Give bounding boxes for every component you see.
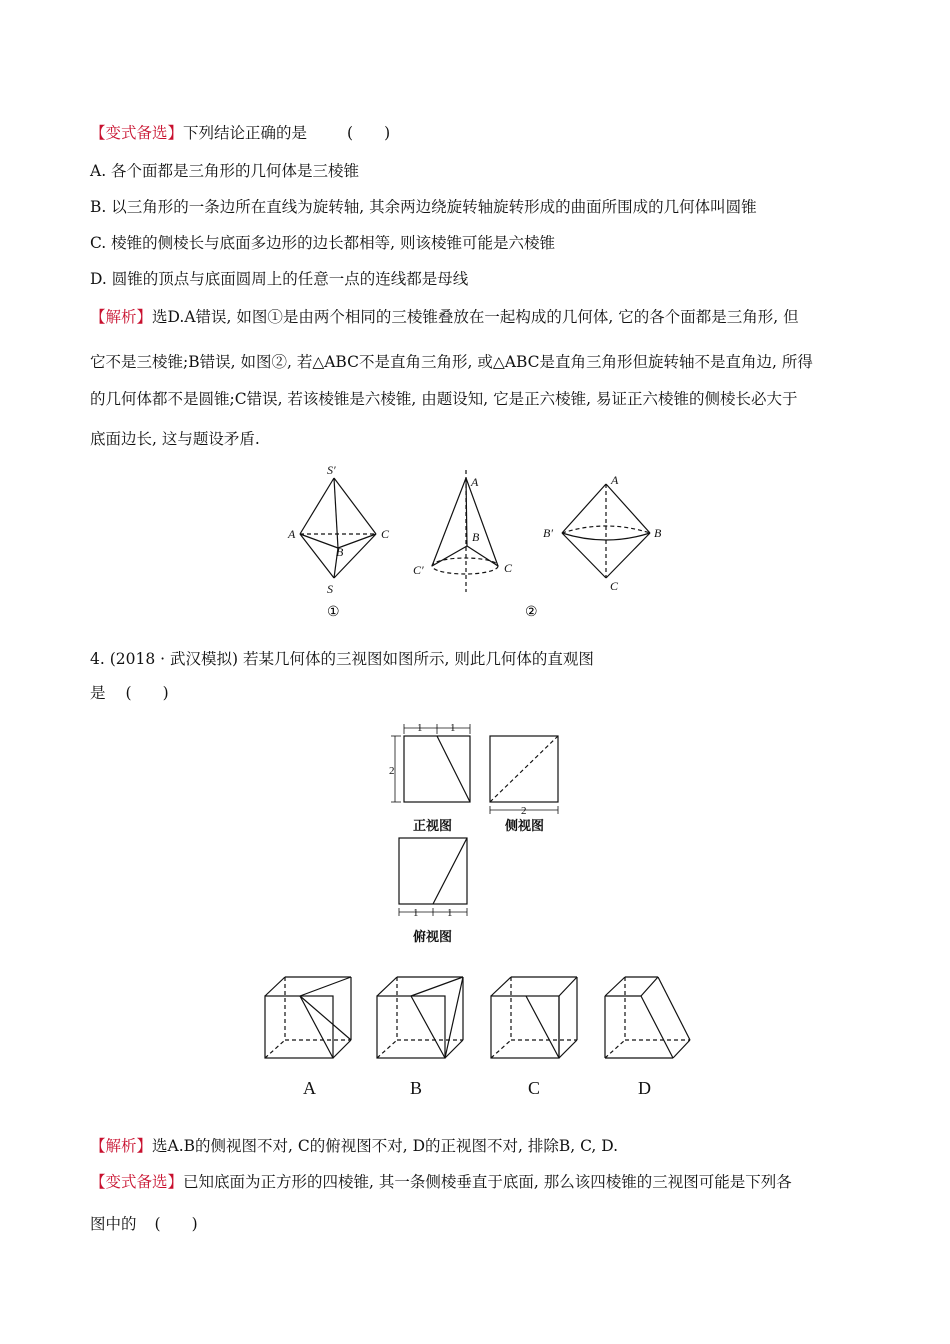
q3-analysis-line-1: 【解析】选D.A错误, 如图①是由两个相同的三棱锥叠放在一起构成的几何体, 它的各个面都是三角形, 但 xyxy=(90,308,799,326)
fig1-label-s-top: S′ xyxy=(327,463,336,477)
caption-1: ① xyxy=(327,605,340,620)
choice-b-solid xyxy=(377,977,463,1058)
dim-front-top-left: 1 xyxy=(417,722,423,734)
fig2b-label-b: B xyxy=(654,526,662,540)
side-view-caption: 侧视图 xyxy=(505,819,545,834)
figure-2-triangle xyxy=(432,470,498,592)
choice-d-solid xyxy=(605,977,690,1058)
q4-stem-line-2: 是 ( ) xyxy=(90,684,169,702)
dim-front-left: 2 xyxy=(389,765,395,777)
q3-option-a: A. 各个面都是三角形的几何体是三棱锥 xyxy=(90,162,360,180)
q5-paren: ( ) xyxy=(154,1215,198,1233)
fig2a-label-a: A xyxy=(471,475,479,489)
figure-2-double-cone xyxy=(562,484,650,578)
fig1-label-s: S xyxy=(327,582,333,596)
dim-top-right: 1 xyxy=(447,907,453,919)
fig2a-label-c: C xyxy=(504,561,513,575)
analysis-tag: 【解析】 xyxy=(90,308,153,326)
side-view-square xyxy=(490,736,558,802)
q3-stem-line xyxy=(90,123,390,143)
fig2a-label-c1: C′ xyxy=(413,563,424,577)
choice-c-solid xyxy=(491,977,577,1058)
q3-option-d: D. 圆锥的顶点与底面圆周上的任意一点的连线都是母线 xyxy=(90,270,469,288)
caption-2: ② xyxy=(525,605,538,620)
fig1-label-b: B xyxy=(336,545,344,559)
q3-analysis-line-4: 底面边长, 这与题设矛盾. xyxy=(90,430,260,448)
variant-tag: 【变式备选】 xyxy=(90,1173,184,1191)
fig2b-label-c: C xyxy=(610,579,619,593)
front-view-caption: 正视图 xyxy=(413,819,453,834)
figure-1-bipyramid xyxy=(300,478,376,578)
top-view-caption: 俯视图 xyxy=(413,930,453,945)
q3-option-c: C. 棱锥的侧棱长与底面多边形的边长都相等, 则该棱锥可能是六棱锥 xyxy=(90,234,556,252)
q4-analysis-line: 【解析】选A.B的侧视图不对, C的俯视图不对, D的正视图不对, 排除B, C, D. xyxy=(90,1137,619,1155)
q3-paren: ( ) xyxy=(347,124,391,142)
q3-stem: 下列结论正确的是 xyxy=(183,124,308,142)
choice-d-label: D xyxy=(638,1078,651,1098)
q3-analysis-line-3: 的几何体都不是圆锥;C错误, 若该棱锥是六棱锥, 由题设知, 它是正六棱锥, 易证正六棱锥的侧棱长必大于 xyxy=(90,390,798,408)
choice-c-label: C xyxy=(528,1078,541,1098)
q3-analysis-line-2: 它不是三棱锥;B错误, 如图②, 若△ABC不是直角三角形, 或△ABC是直角三角形但旋转轴不是直角边, 所得 xyxy=(90,353,813,371)
variant-tag: 【变式备选】 xyxy=(90,124,184,142)
choice-a-label: A xyxy=(303,1078,316,1098)
top-view-square xyxy=(399,838,467,904)
q5-stem-line-1: 【变式备选】已知底面为正方形的四棱锥, 其一条侧棱垂直于底面, 那么该四棱锥的三视图可能是下列各 xyxy=(90,1173,792,1191)
q3-option-b: B. 以三角形的一条边所在直线为旋转轴, 其余两边绕旋转轴旋转形成的曲面所围成的几何体叫圆锥 xyxy=(90,198,757,216)
dim-side-bottom: 2 xyxy=(521,805,527,817)
fig2b-label-b1: B′ xyxy=(543,526,553,540)
dim-front-top-right: 1 xyxy=(450,722,456,734)
front-view-square xyxy=(404,736,470,802)
choice-b-label: B xyxy=(410,1078,423,1098)
choice-a-solid xyxy=(265,977,351,1058)
q4-paren: ( ) xyxy=(125,684,169,702)
fig2a-label-b: B xyxy=(472,530,480,544)
dim-top-left: 1 xyxy=(413,907,419,919)
fig1-label-a: A xyxy=(288,527,296,541)
q4-stem-line-1: 4. (2018 · 武汉模拟) 若某几何体的三视图如图所示, 则此几何体的直观图 xyxy=(90,650,594,668)
q5-stem-line-2: 图中的 ( ) xyxy=(90,1215,198,1233)
fig1-label-c: C xyxy=(381,527,390,541)
fig2b-label-a: A xyxy=(611,473,619,487)
analysis-tag: 【解析】 xyxy=(90,1137,153,1155)
